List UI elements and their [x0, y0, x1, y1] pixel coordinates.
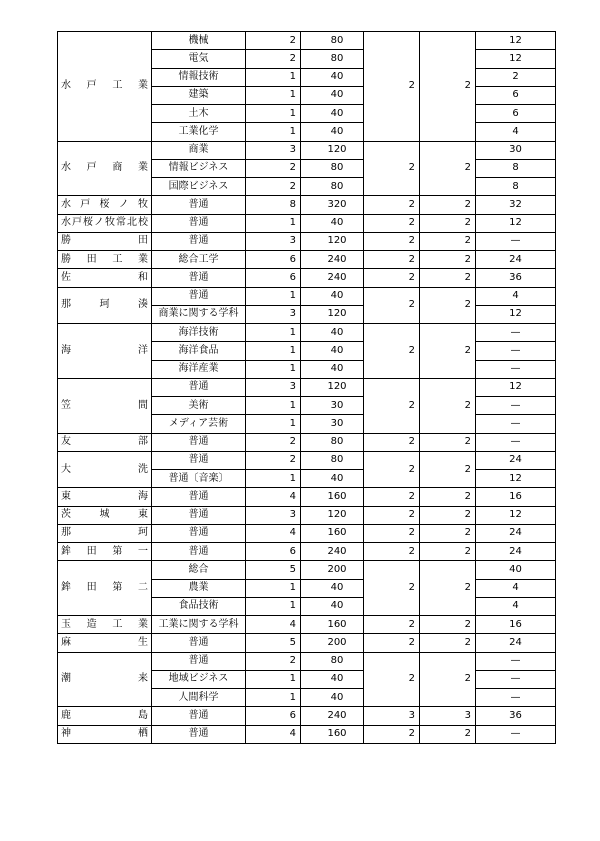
table-row — [58, 32, 556, 50]
column5-cell: 2 — [364, 433, 420, 451]
classes-cell: 3 — [246, 141, 301, 159]
column6-cell: 2 — [420, 287, 476, 324]
column6-cell: 2 — [420, 269, 476, 287]
table-row — [58, 488, 556, 506]
classes-cell: 1 — [246, 579, 301, 597]
classes-cell: 5 — [246, 634, 301, 652]
capacity-cell: 240 — [301, 707, 364, 725]
column7-cell: 12 — [476, 506, 556, 524]
column7-cell: 40 — [476, 561, 556, 579]
classes-cell: 2 — [246, 451, 301, 469]
course-name-cell: 普通〔音楽〕 — [152, 470, 246, 488]
school-name-cell: 勝 田 — [58, 232, 152, 250]
classes-cell: 1 — [246, 470, 301, 488]
course-name-cell: 建築 — [152, 86, 246, 104]
table-row — [58, 196, 556, 214]
course-name-cell: 普通 — [152, 451, 246, 469]
column6-cell: 2 — [420, 634, 476, 652]
course-name-cell: 情報ビジネス — [152, 159, 246, 177]
column5-cell: 2 — [364, 214, 420, 232]
school-name-cell: 潮 来 — [58, 652, 152, 707]
course-name-cell: 機械 — [152, 32, 246, 50]
classes-cell: 1 — [246, 597, 301, 615]
classes-cell: 4 — [246, 524, 301, 542]
capacity-cell: 160 — [301, 524, 364, 542]
column7-cell: — — [476, 324, 556, 342]
column6-cell: 2 — [420, 251, 476, 269]
column5-cell: 2 — [364, 652, 420, 707]
classes-cell: 8 — [246, 196, 301, 214]
capacity-cell: 40 — [301, 214, 364, 232]
school-name-cell: 大 洗 — [58, 451, 152, 488]
course-name-cell: 電気 — [152, 50, 246, 68]
course-name-cell: 海洋産業 — [152, 360, 246, 378]
school-name-cell: 那 珂 — [58, 524, 152, 542]
course-name-cell: 総合工学 — [152, 251, 246, 269]
column6-cell: 2 — [420, 433, 476, 451]
column7-cell: 16 — [476, 488, 556, 506]
column7-cell: 4 — [476, 123, 556, 141]
course-name-cell: 普通 — [152, 232, 246, 250]
column7-cell: 24 — [476, 451, 556, 469]
course-name-cell: 商業に関する学科 — [152, 305, 246, 323]
column5-cell: 2 — [364, 725, 420, 743]
school-name-cell: 神 栖 — [58, 725, 152, 743]
classes-cell: 6 — [246, 543, 301, 561]
classes-cell: 1 — [246, 105, 301, 123]
column7-cell: — — [476, 689, 556, 707]
column7-cell: — — [476, 397, 556, 415]
capacity-cell: 40 — [301, 123, 364, 141]
course-name-cell: 工業化学 — [152, 123, 246, 141]
classes-cell: 1 — [246, 324, 301, 342]
column7-cell: 12 — [476, 305, 556, 323]
column7-cell: 32 — [476, 196, 556, 214]
course-name-cell: 海洋食品 — [152, 342, 246, 360]
course-name-cell: 普通 — [152, 725, 246, 743]
classes-cell: 2 — [246, 32, 301, 50]
course-name-cell: 地域ビジネス — [152, 670, 246, 688]
column7-cell: 12 — [476, 50, 556, 68]
course-name-cell: メディア芸術 — [152, 415, 246, 433]
capacity-cell: 320 — [301, 196, 364, 214]
table-row — [58, 232, 556, 250]
capacity-cell: 200 — [301, 561, 364, 579]
column5-cell: 2 — [364, 287, 420, 324]
column7-cell: 4 — [476, 287, 556, 305]
capacity-cell: 200 — [301, 634, 364, 652]
school-name-cell: 玉 造 工 業 — [58, 616, 152, 634]
column7-cell: 24 — [476, 524, 556, 542]
column5-cell: 2 — [364, 196, 420, 214]
column5-cell: 2 — [364, 324, 420, 379]
capacity-cell: 40 — [301, 68, 364, 86]
column7-cell: 12 — [476, 470, 556, 488]
classes-cell: 6 — [246, 251, 301, 269]
capacity-cell: 80 — [301, 652, 364, 670]
course-name-cell: 工業に関する学科 — [152, 616, 246, 634]
table-row — [58, 616, 556, 634]
classes-cell: 4 — [246, 725, 301, 743]
column5-cell: 2 — [364, 141, 420, 196]
capacity-cell: 160 — [301, 488, 364, 506]
column6-cell: 2 — [420, 451, 476, 488]
capacity-cell: 30 — [301, 397, 364, 415]
column7-cell: — — [476, 652, 556, 670]
column7-cell: — — [476, 725, 556, 743]
capacity-cell: 40 — [301, 470, 364, 488]
capacity-cell: 160 — [301, 616, 364, 634]
capacity-cell: 120 — [301, 141, 364, 159]
capacity-cell: 80 — [301, 32, 364, 50]
table-row — [58, 707, 556, 725]
enrollment-table — [57, 31, 556, 744]
classes-cell: 4 — [246, 488, 301, 506]
table-row — [58, 141, 556, 159]
capacity-cell: 80 — [301, 159, 364, 177]
column6-cell: 2 — [420, 196, 476, 214]
capacity-cell: 240 — [301, 543, 364, 561]
classes-cell: 2 — [246, 652, 301, 670]
table-row — [58, 251, 556, 269]
course-name-cell: 普通 — [152, 269, 246, 287]
classes-cell: 2 — [246, 433, 301, 451]
column7-cell: — — [476, 342, 556, 360]
classes-cell: 1 — [246, 689, 301, 707]
column7-cell: 24 — [476, 251, 556, 269]
classes-cell: 1 — [246, 123, 301, 141]
table-row — [58, 451, 556, 469]
table-row — [58, 524, 556, 542]
school-name-cell: 水 戸 工 業 — [58, 32, 152, 142]
capacity-cell: 120 — [301, 506, 364, 524]
capacity-cell: 40 — [301, 579, 364, 597]
capacity-cell: 120 — [301, 378, 364, 396]
classes-cell: 3 — [246, 305, 301, 323]
course-name-cell: 土木 — [152, 105, 246, 123]
classes-cell: 3 — [246, 506, 301, 524]
capacity-cell: 80 — [301, 451, 364, 469]
course-name-cell: 普通 — [152, 488, 246, 506]
column6-cell: 2 — [420, 214, 476, 232]
school-name-cell: 茨 城 東 — [58, 506, 152, 524]
course-name-cell: 普通 — [152, 634, 246, 652]
table-row — [58, 378, 556, 396]
classes-cell: 1 — [246, 670, 301, 688]
column6-cell: 2 — [420, 616, 476, 634]
column7-cell: 2 — [476, 68, 556, 86]
course-name-cell: 普通 — [152, 433, 246, 451]
column6-cell: 2 — [420, 488, 476, 506]
table-row — [58, 214, 556, 232]
capacity-cell: 80 — [301, 50, 364, 68]
school-name-cell: 鉾 田 第 二 — [58, 561, 152, 616]
school-name-cell: 鹿 島 — [58, 707, 152, 725]
table-row — [58, 506, 556, 524]
course-name-cell: 普通 — [152, 378, 246, 396]
course-name-cell: 普通 — [152, 707, 246, 725]
classes-cell: 1 — [246, 415, 301, 433]
school-name-cell: 水 戸 桜 ノ 牧 — [58, 196, 152, 214]
capacity-cell: 40 — [301, 342, 364, 360]
capacity-cell: 120 — [301, 305, 364, 323]
school-name-cell: 友 部 — [58, 433, 152, 451]
course-name-cell: 普通 — [152, 287, 246, 305]
school-name-cell: 水 戸 商 業 — [58, 141, 152, 196]
course-name-cell: 美術 — [152, 397, 246, 415]
column7-cell: 24 — [476, 634, 556, 652]
column7-cell: — — [476, 670, 556, 688]
capacity-cell: 80 — [301, 178, 364, 196]
column5-cell: 2 — [364, 543, 420, 561]
table-row — [58, 269, 556, 287]
column6-cell: 2 — [420, 725, 476, 743]
capacity-cell: 40 — [301, 86, 364, 104]
table-row — [58, 324, 556, 342]
column6-cell: 2 — [420, 524, 476, 542]
course-name-cell: 海洋技術 — [152, 324, 246, 342]
course-name-cell: 普通 — [152, 652, 246, 670]
column6-cell: 2 — [420, 506, 476, 524]
capacity-cell: 40 — [301, 689, 364, 707]
column7-cell: 6 — [476, 105, 556, 123]
column5-cell: 2 — [364, 561, 420, 616]
column6-cell: 2 — [420, 32, 476, 142]
school-name-cell: 水戸桜ノ牧常北校 — [58, 214, 152, 232]
column6-cell: 2 — [420, 232, 476, 250]
column6-cell: 2 — [420, 378, 476, 433]
school-name-cell: 鉾 田 第 一 — [58, 543, 152, 561]
table-body — [58, 32, 556, 744]
column5-cell: 2 — [364, 634, 420, 652]
column5-cell: 2 — [364, 269, 420, 287]
table-row — [58, 725, 556, 743]
column7-cell: 8 — [476, 178, 556, 196]
course-name-cell: 普通 — [152, 506, 246, 524]
column7-cell: 36 — [476, 707, 556, 725]
classes-cell: 1 — [246, 397, 301, 415]
school-name-cell: 海 洋 — [58, 324, 152, 379]
capacity-cell: 40 — [301, 360, 364, 378]
classes-cell: 4 — [246, 616, 301, 634]
school-name-cell: 佐 和 — [58, 269, 152, 287]
school-name-cell: 笠 間 — [58, 378, 152, 433]
column5-cell: 2 — [364, 488, 420, 506]
capacity-cell: 40 — [301, 287, 364, 305]
column7-cell: 6 — [476, 86, 556, 104]
column7-cell: 4 — [476, 597, 556, 615]
classes-cell: 2 — [246, 50, 301, 68]
column7-cell: 24 — [476, 543, 556, 561]
column7-cell: 16 — [476, 616, 556, 634]
classes-cell: 1 — [246, 214, 301, 232]
column5-cell: 3 — [364, 707, 420, 725]
column7-cell: — — [476, 415, 556, 433]
school-name-cell: 東 海 — [58, 488, 152, 506]
capacity-cell: 120 — [301, 232, 364, 250]
school-name-cell: 那 珂 湊 — [58, 287, 152, 324]
capacity-cell: 40 — [301, 105, 364, 123]
classes-cell: 1 — [246, 287, 301, 305]
column6-cell: 2 — [420, 543, 476, 561]
capacity-cell: 40 — [301, 597, 364, 615]
table-row — [58, 561, 556, 579]
course-name-cell: 普通 — [152, 524, 246, 542]
column5-cell: 2 — [364, 524, 420, 542]
column5-cell: 2 — [364, 506, 420, 524]
column7-cell: 36 — [476, 269, 556, 287]
column6-cell: 2 — [420, 652, 476, 707]
course-name-cell: 普通 — [152, 196, 246, 214]
capacity-cell: 40 — [301, 670, 364, 688]
course-name-cell: 情報技術 — [152, 68, 246, 86]
classes-cell: 1 — [246, 360, 301, 378]
column5-cell: 2 — [364, 251, 420, 269]
column5-cell: 2 — [364, 32, 420, 142]
column7-cell: 4 — [476, 579, 556, 597]
classes-cell: 3 — [246, 378, 301, 396]
column7-cell: — — [476, 433, 556, 451]
column6-cell: 2 — [420, 324, 476, 379]
classes-cell: 1 — [246, 86, 301, 104]
column7-cell: — — [476, 360, 556, 378]
classes-cell: 5 — [246, 561, 301, 579]
capacity-cell: 160 — [301, 725, 364, 743]
column7-cell: 8 — [476, 159, 556, 177]
column6-cell: 2 — [420, 141, 476, 196]
column6-cell: 2 — [420, 561, 476, 616]
course-name-cell: 農業 — [152, 579, 246, 597]
column7-cell: 30 — [476, 141, 556, 159]
column7-cell: — — [476, 232, 556, 250]
column5-cell: 2 — [364, 232, 420, 250]
table-row — [58, 652, 556, 670]
capacity-cell: 30 — [301, 415, 364, 433]
table-row — [58, 433, 556, 451]
school-name-cell: 麻 生 — [58, 634, 152, 652]
school-name-cell: 勝 田 工 業 — [58, 251, 152, 269]
course-name-cell: 食品技術 — [152, 597, 246, 615]
course-name-cell: 総合 — [152, 561, 246, 579]
table-row — [58, 287, 556, 305]
classes-cell: 6 — [246, 707, 301, 725]
table-row — [58, 543, 556, 561]
column5-cell: 2 — [364, 616, 420, 634]
column7-cell: 12 — [476, 32, 556, 50]
table-row — [58, 634, 556, 652]
classes-cell: 2 — [246, 178, 301, 196]
classes-cell: 6 — [246, 269, 301, 287]
column5-cell: 2 — [364, 378, 420, 433]
column6-cell: 3 — [420, 707, 476, 725]
classes-cell: 1 — [246, 68, 301, 86]
course-name-cell: 商業 — [152, 141, 246, 159]
capacity-cell: 240 — [301, 269, 364, 287]
classes-cell: 2 — [246, 159, 301, 177]
course-name-cell: 国際ビジネス — [152, 178, 246, 196]
capacity-cell: 240 — [301, 251, 364, 269]
capacity-cell: 40 — [301, 324, 364, 342]
classes-cell: 1 — [246, 342, 301, 360]
classes-cell: 3 — [246, 232, 301, 250]
course-name-cell: 人間科学 — [152, 689, 246, 707]
column7-cell: 12 — [476, 378, 556, 396]
course-name-cell: 普通 — [152, 543, 246, 561]
capacity-cell: 80 — [301, 433, 364, 451]
course-name-cell: 普通 — [152, 214, 246, 232]
column5-cell: 2 — [364, 451, 420, 488]
column7-cell: 12 — [476, 214, 556, 232]
